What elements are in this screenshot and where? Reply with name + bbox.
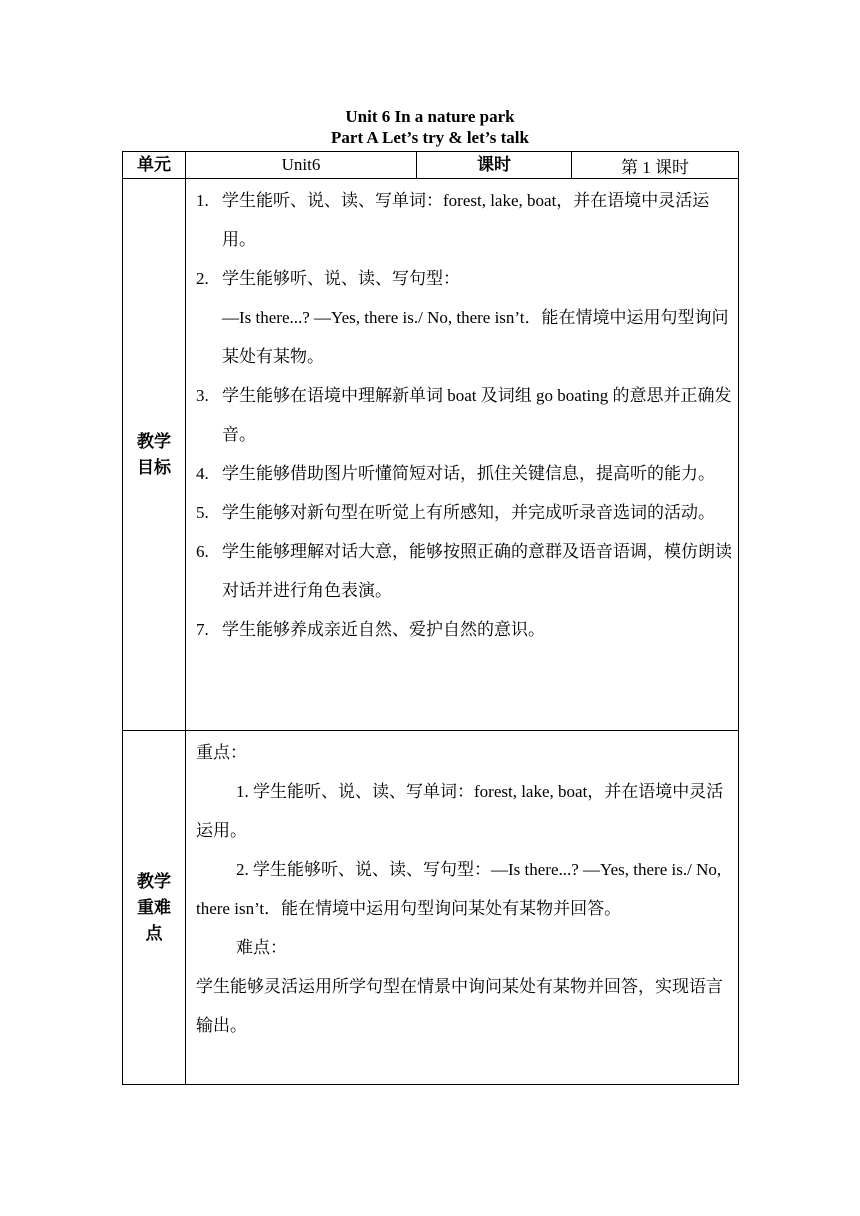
list-item: 7. 学生能够养成亲近自然、爱护自然的意识。 (196, 620, 545, 639)
header-row (123, 152, 739, 179)
objectives-row (123, 179, 739, 731)
key-title: 重点： (196, 743, 247, 762)
list-item: 5. 学生能够对新句型在听觉上有所感知，并完成听录音选词的活动。 (196, 503, 715, 522)
period-value: 第 1 课时 (572, 152, 739, 179)
unit-value: Unit6 (186, 152, 417, 179)
objectives-cell (186, 179, 739, 731)
keypoints-label: 教学重难点 (123, 731, 186, 1085)
keypoints-row (123, 731, 739, 1085)
key-point-2: 2. 学生能够听、说、读、写句型：—Is there...? —Yes, there is./ No, there isn’t．能在情境中运用句型询问某处有某物并回答。 (196, 860, 722, 918)
key-point-1: 1. 学生能听、说、读、写单词：forest, lake, boat，并在语境中灵活运用。 (196, 782, 724, 840)
list-item: 2. 学生能够听、说、读、写句型： —Is there...? —Yes, there is./ No, there isn’t．能在情境中运用句型询问某处有某物。 (196, 269, 729, 366)
objectives-label: 教学目标 (123, 179, 186, 731)
difficulty-title: 难点： (236, 938, 287, 957)
document-title: Unit 6 In a nature park (345, 107, 515, 126)
unit-label: 单元 (123, 152, 186, 179)
list-item: 4. 学生能够借助图片听懂简短对话，抓住关键信息，提高听的能力。 (196, 464, 715, 483)
lesson-plan-table (122, 151, 739, 1085)
keypoints-cell (186, 731, 739, 1085)
document-subtitle: Part A Let’s try & let’s talk (331, 128, 529, 147)
list-item: 3. 学生能够在语境中理解新单词 boat 及词组 go boating 的意思并正确发音。 (196, 386, 732, 444)
list-item: 1. 学生能听、说、读、写单词：forest, lake, boat，并在语境中灵活运用。 (196, 191, 710, 249)
period-label: 课时 (417, 152, 572, 179)
difficulty-point: 学生能够灵活运用所学句型在情景中询问某处有某物并回答，实现语言输出。 (196, 977, 723, 1035)
list-item: 6. 学生能够理解对话大意，能够按照正确的意群及语音语调，模仿朗读对话并进行角色表演。 (196, 542, 732, 600)
